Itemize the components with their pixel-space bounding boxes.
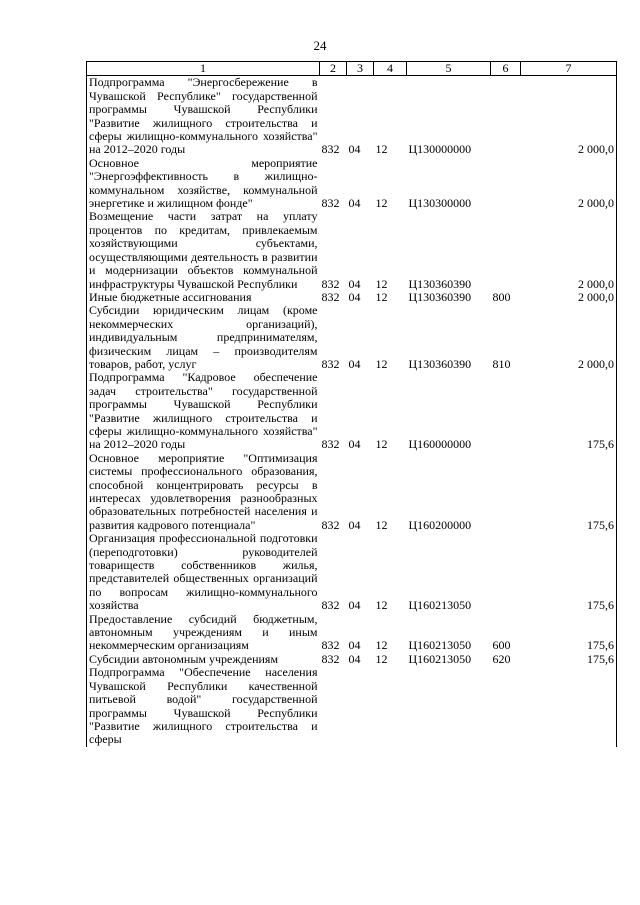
section-code: 04 [348,437,361,452]
amount: 175,6 [521,532,617,612]
ministry-code: 832 [321,651,340,666]
table-row [87,452,617,532]
subsection-code: 12 [375,142,388,157]
budget-table [86,61,617,747]
row-description: Субсидии юридическим лицам (кроме некоммерческих организаций), индивидуальным предпринимателям, физическим лицам – производителям товаров, работ, услуг [87,304,320,371]
section-code: 04 [348,142,361,157]
amount: 2 000,0 [521,157,617,211]
row-description: Предоставление субсидий бюджетным, автономным учреждениям и иным некоммерческим организациям [87,613,320,653]
section-code: 04 [348,289,361,304]
section-code: 04 [348,598,361,613]
expense-type-code [491,532,521,612]
subsection-code [374,666,407,746]
expense-type-code: 600 [492,638,511,653]
column-header: 2 [320,62,347,76]
section-code [347,666,374,746]
target-article-code: Ц130300000 [408,196,472,211]
amount: 2 000,0 [521,210,617,290]
subsection-code: 12 [375,289,388,304]
column-header: 6 [491,62,521,76]
subsection-code: 12 [375,598,388,613]
amount: 175,6 [521,613,617,653]
section-code: 04 [348,517,361,532]
table-header-row [87,62,617,76]
column-header: 1 [87,62,320,76]
section-code: 04 [348,276,361,291]
expense-type-code [491,157,521,211]
ministry-code: 832 [321,196,340,211]
target-article-code: Ц130360390 [408,276,472,291]
row-description: Подпрограмма "Кадровое обеспечение задач строительства" государственной программы Чувашской Республики "Развитие жилищного строительства и сферы жилищно-коммунального хозяйства" на 2012–2020 годы [87,371,320,451]
expense-type-code [491,452,521,532]
target-article-code: Ц130360390 [408,289,472,304]
section-code: 04 [348,196,361,211]
expense-type-code [491,76,521,157]
table-row [87,613,617,653]
row-description: Иные бюджетные ассигнования [87,291,320,304]
subsection-code: 12 [375,517,388,532]
target-article-code [407,666,491,746]
expense-type-code [491,666,521,746]
row-description: Подпрограмма "Обеспечение населения Чувашской Республики качественной питьевой водой" государственной программы Чувашской Республики "Развитие жилищного строительства и сферы [87,666,320,746]
target-article-code: Ц160000000 [408,437,472,452]
target-article-code: Ц160200000 [408,517,472,532]
row-description: Субсидии автономным учреждениям [87,653,320,666]
ministry-code: 832 [321,356,340,371]
column-header: 4 [374,62,407,76]
subsection-code: 12 [375,437,388,452]
table-row [87,304,617,371]
expense-type-code [491,210,521,290]
table-row [87,666,617,746]
expense-type-code: 800 [492,289,511,304]
row-description: Подпрограмма "Энергосбережение в Чувашской Республике" государственной программы Чувашской Республики "Развитие жилищного строительства и сферы жилищно-коммунального хозяйства" на 2012–2020 годы [87,76,320,157]
section-code: 04 [348,638,361,653]
row-description: Основное мероприятие "Оптимизация системы профессионального образования, способной концентрировать ресурсы в интересах удовлетворения разнообразных образовательных потребностей населения и развития кадрового потенциала" [87,452,320,532]
subsection-code: 12 [375,356,388,371]
amount: 2 000,0 [521,76,617,157]
table-row [87,76,617,157]
column-header: 3 [347,62,374,76]
subsection-code: 12 [375,196,388,211]
column-header: 7 [521,62,617,76]
ministry-code: 832 [321,142,340,157]
amount [521,666,617,746]
expense-type-code: 620 [492,651,511,666]
table-row [87,291,617,304]
page-number: 24 [313,38,327,53]
section-code: 04 [348,651,361,666]
section-code: 04 [348,356,361,371]
target-article-code: Ц160213050 [408,638,472,653]
table-row [87,210,617,290]
amount: 175,6 [521,452,617,532]
table-row [87,157,617,211]
target-article-code: Ц160213050 [408,598,472,613]
ministry-code: 832 [321,638,340,653]
target-article-code: Ц130000000 [408,142,472,157]
amount: 2 000,0 [521,304,617,371]
ministry-code: 832 [321,437,340,452]
column-header: 5 [407,62,491,76]
target-article-code: Ц160213050 [408,651,472,666]
ministry-code: 832 [321,598,340,613]
row-description: Возмещение части затрат на уплату процентов по кредитам, привлекаемым хозяйствующими субъектами, осуществляющими деятельность в развитии и модернизации объектов коммунальной инфраструктуры Чувашской Республики [87,210,320,290]
ministry-code: 832 [321,289,340,304]
ministry-code: 832 [321,276,340,291]
table-row [87,371,617,451]
table-row [87,532,617,612]
ministry-code [320,666,347,746]
row-description: Организация профессиональной подготовки (переподготовки) руководителей товариществ собственников жилья, представителей общественных организаций по вопросам жилищно-коммунального хозяйства [87,532,320,612]
expense-type-code: 810 [492,356,511,371]
subsection-code: 12 [375,651,388,666]
subsection-code: 12 [375,276,388,291]
table-row [87,653,617,666]
amount: 2 000,0 [521,291,617,304]
ministry-code: 832 [321,517,340,532]
target-article-code: Ц130360390 [408,356,472,371]
subsection-code: 12 [375,638,388,653]
amount: 175,6 [521,653,617,666]
row-description: Основное мероприятие "Энергоэффективность в жилищно-коммунальном хозяйстве, коммунальной энергетике и жилищном фонде" [87,157,320,211]
expense-type-code [491,371,521,451]
amount: 175,6 [521,371,617,451]
